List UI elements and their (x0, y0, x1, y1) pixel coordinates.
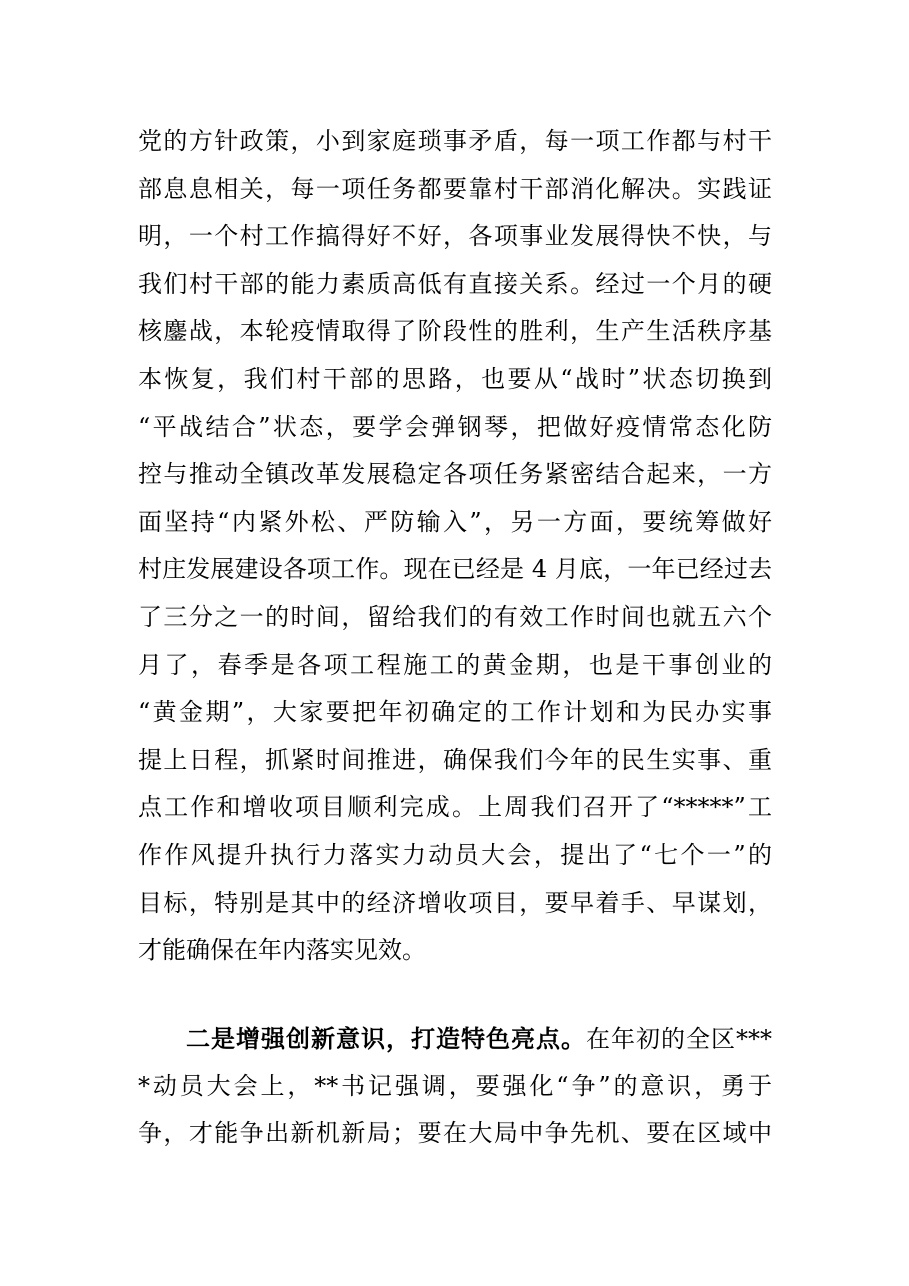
paragraph-1-line: 本恢复，我们村干部的思路，也要从“战时”状态切换到 (138, 364, 772, 393)
paragraph-1-line: 才能确保在年内落实见效。 (138, 936, 426, 965)
paragraph-1-line: 部息息相关，每一项任务都要靠村干部消化解决。实践证 (138, 174, 772, 203)
paragraph-1-line: 目标，特别是其中的经济增收项目，要早着手、早谋划， (138, 888, 772, 917)
paragraph-1-line: 了三分之一的时间，留给我们的有效工作时间也就五六个 (138, 602, 772, 631)
paragraph-1-line: “黄金期”，大家要把年初确定的工作计划和为民办实事 (138, 698, 772, 727)
paragraph-1-line: “平战结合”状态，要学会弹钢琴，把做好疫情常态化防 (138, 412, 772, 441)
paragraph-1-line: 明，一个村工作搞得好不好，各项事业发展得快不快，与 (138, 222, 772, 251)
paragraph-2-line: *动员大会上，**书记强调，要强化“争”的意识，勇于 (138, 1071, 772, 1100)
paragraph-2 (138, 1015, 772, 1158)
paragraph-1-line: 面坚持“内紧外松、严防输入”，另一方面，要统筹做好 (138, 507, 772, 536)
paragraph-1-line: 月了，春季是各项工程施工的黄金期，也是干事创业的 (138, 650, 772, 679)
paragraph-1 (138, 118, 772, 975)
paragraph-1-line: 点工作和增收项目顺利完成。上周我们召开了“*****”工 (138, 793, 772, 822)
paragraph-2-first-line (138, 1015, 772, 1063)
paragraph-1-line: 提上日程，抓紧时间推进，确保我们今年的民生实事、重 (138, 745, 772, 774)
paragraph-2-first-line-rest: 在年初的全区*** (586, 1025, 772, 1053)
paragraph-1-line: 党的方针政策，小到家庭琐事矛盾，每一项工作都与村干 (138, 127, 772, 155)
paragraph-2-lead-heading: 二是增强创新意识，打造特色亮点。 (186, 1024, 586, 1053)
paragraph-1-line: 核鏖战，本轮疫情取得了阶段性的胜利，生产生活秩序基 (138, 317, 772, 346)
paragraph-2-line: 争，才能争出新机新局；要在大局中争先机、要在区域中 (138, 1119, 772, 1148)
paragraph-1-line: 控与推动全镇改革发展稳定各项任务紧密结合起来，一方 (138, 460, 772, 489)
paragraph-1-line: 作作风提升执行力落实力动员大会，提出了“七个一”的 (138, 840, 772, 869)
paragraph-1-line: 我们村干部的能力素质高低有直接关系。经过一个月的硬 (138, 269, 772, 298)
paragraph-1-line: 村庄发展建设各项工作。现在已经是 4 月底，一年已经过去 (138, 555, 772, 584)
